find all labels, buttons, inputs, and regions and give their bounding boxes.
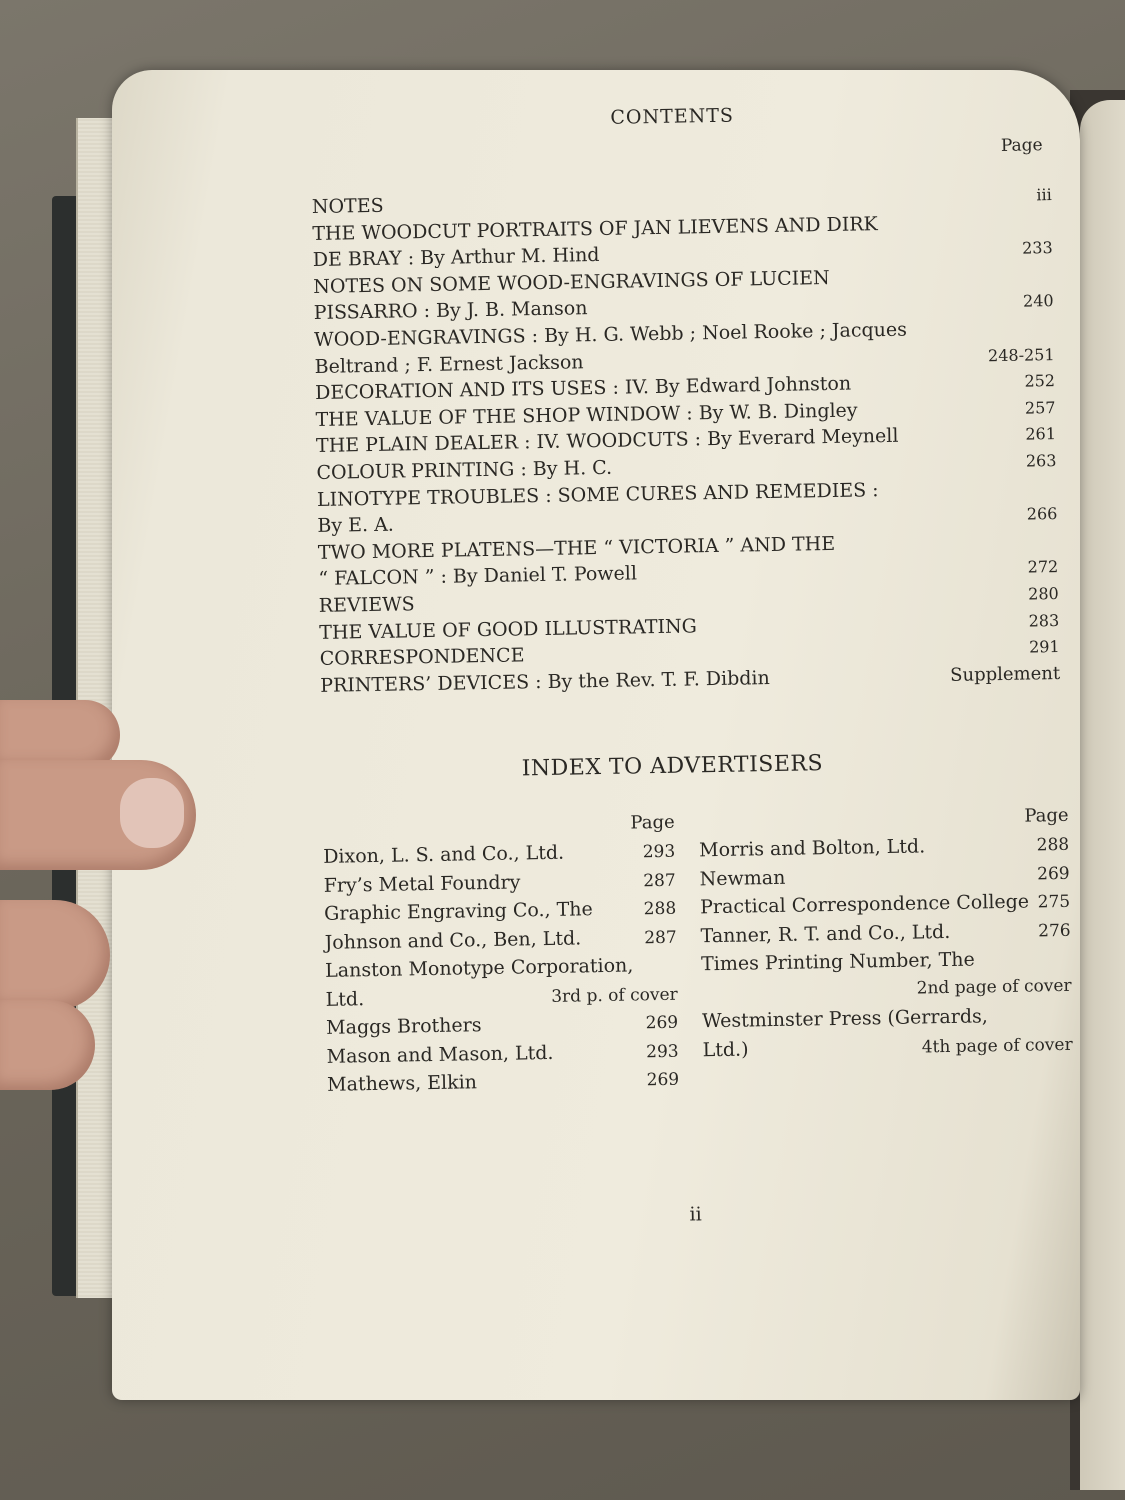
thumb (0, 760, 196, 870)
contents-heading: CONTENTS (610, 104, 735, 129)
contents-entry-page: 261 (1025, 424, 1057, 444)
advertiser-name: Graphic Engraving Co., The (324, 898, 593, 925)
advertiser-name: Morris and Bolton, Ltd. (698, 835, 926, 862)
contents-entry-title: PRINTERS’ DEVICES : By the Rev. T. F. Dibdin (320, 666, 770, 697)
contents-entry-page: 280 (1028, 583, 1059, 604)
contents-entry-title: THE PLAIN DEALER : IV. WOODCUTS : By Everard Meynell (315, 425, 899, 458)
advertiser-page: 287 (644, 927, 677, 948)
contents-entry-page: 272 (1027, 557, 1059, 577)
contents-entry-title: DE BRAY : By Arthur M. Hind (312, 244, 600, 272)
advertiser-name: Tanner, R. T. and Co., Ltd. (700, 920, 951, 947)
contents-entry-page: iii (1036, 185, 1052, 205)
thumbnail (120, 778, 184, 848)
advertiser-page: 293 (646, 1041, 679, 1062)
contents-entry-page: 240 (1022, 291, 1054, 311)
advertiser-name: Westminster Press (Gerrards, (701, 1005, 989, 1033)
contents-entry-page: 248-251 (987, 344, 1055, 365)
finger (0, 1000, 95, 1090)
finger (0, 900, 110, 1010)
contents-entry-title: DECORATION AND ITS USES : IV. By Edward Johnston (314, 372, 852, 405)
advertiser-name: Ltd.) (702, 1037, 749, 1061)
contents-entry-title: PISSARRO : By J. B. Manson (313, 297, 588, 325)
contents-entry-title: COLOUR PRINTING : By H. C. (316, 456, 613, 484)
contents-page-label: Page (1000, 135, 1043, 156)
contents-entry-title: CORRESPONDENCE (319, 644, 525, 671)
advertiser-page: 269 (646, 1069, 680, 1091)
advertiser-name: Dixon, L. S. and Co., Ltd. (323, 841, 565, 868)
advertisers-page-label-left: Page (630, 811, 675, 834)
advertiser-page: 2nd page of cover (916, 975, 1072, 999)
facing-page-edge (1080, 100, 1125, 1490)
contents-entry-title: WOOD-ENGRAVINGS : By H. G. Webb ; Noel Rooke ; Jacques (313, 318, 908, 351)
contents-entry-title: REVIEWS (318, 593, 415, 617)
advertiser-page: 269 (645, 1012, 679, 1034)
advertiser-name: Lanston Monotype Corporation, (325, 954, 634, 982)
advertiser-name: Johnson and Co., Ben, Ltd. (324, 926, 582, 954)
advertiser-page: 287 (643, 870, 676, 891)
contents-entry-page: 233 (1021, 238, 1053, 258)
contents-entry-title: THE VALUE OF GOOD ILLUSTRATING (319, 614, 698, 644)
contents-entry-page: 263 (1025, 450, 1057, 471)
advertiser-page: 276 (1037, 920, 1071, 941)
advertiser-page: 293 (642, 841, 676, 863)
hand (0, 700, 200, 1120)
contents-entry-title: NOTES (311, 194, 384, 218)
contents-entry-title: LINOTYPE TROUBLES : SOME CURES AND REMEDIES : (316, 478, 879, 511)
contents-entry-page: 283 (1028, 610, 1060, 631)
contents-entry-title: “ FALCON ” : By Daniel T. Powell (318, 562, 638, 591)
advertisers-heading: INDEX TO ADVERTISERS (521, 751, 824, 782)
advertiser-name: Mason and Mason, Ltd. (326, 1041, 554, 1068)
contents-entry-page: 291 (1028, 637, 1060, 657)
contents-entry-title: NOTES ON SOME WOOD-ENGRAVINGS OF LUCIEN (313, 266, 830, 298)
advertiser-page: 275 (1037, 891, 1071, 913)
advertisers-left-column (323, 812, 680, 1103)
advertiser-page: 3rd p. of cover (551, 984, 678, 1007)
contents-entry-title: Beltrand ; F. Ernest Jackson (314, 350, 584, 378)
contents-entry-title: By E. A. (317, 513, 395, 538)
advertiser-name: Maggs Brothers (326, 1014, 482, 1039)
page-number: ii (689, 1203, 702, 1226)
advertiser-page: 288 (1036, 834, 1070, 856)
advertisers-page-label-right: Page (1024, 804, 1069, 827)
advertiser-name: Newman (699, 866, 786, 890)
contents-entry-title: TWO MORE PLATENS—THE “ VICTORIA ” AND THE (317, 532, 836, 564)
advertiser-name: Times Printing Number, The (700, 948, 975, 976)
contents-entry-page: Supplement (950, 662, 1061, 686)
advertiser-page: 4th page of cover (921, 1034, 1073, 1057)
advertiser-name: Ltd. (325, 987, 365, 1011)
contents-entry-page: 266 (1026, 504, 1058, 524)
advertiser-page: 288 (643, 898, 677, 920)
contents-entry-page: 257 (1024, 397, 1056, 418)
contents-entry-title: THE VALUE OF THE SHOP WINDOW : By W. B. Dingley (315, 399, 858, 431)
advertiser-name: Practical Correspondence College (699, 890, 1030, 919)
contents-entry-page: 252 (1024, 371, 1056, 391)
advertiser-name: Mathews, Elkin (326, 1071, 478, 1096)
advertiser-name: Fry’s Metal Foundry (323, 870, 521, 897)
advertiser-page: 269 (1036, 863, 1070, 884)
advertisers-right-column (698, 805, 1072, 1067)
contents-entry-title: THE WOODCUT PORTRAITS OF JAN LIEVENS AND DIRK (312, 212, 878, 245)
contents-list (312, 183, 1061, 701)
